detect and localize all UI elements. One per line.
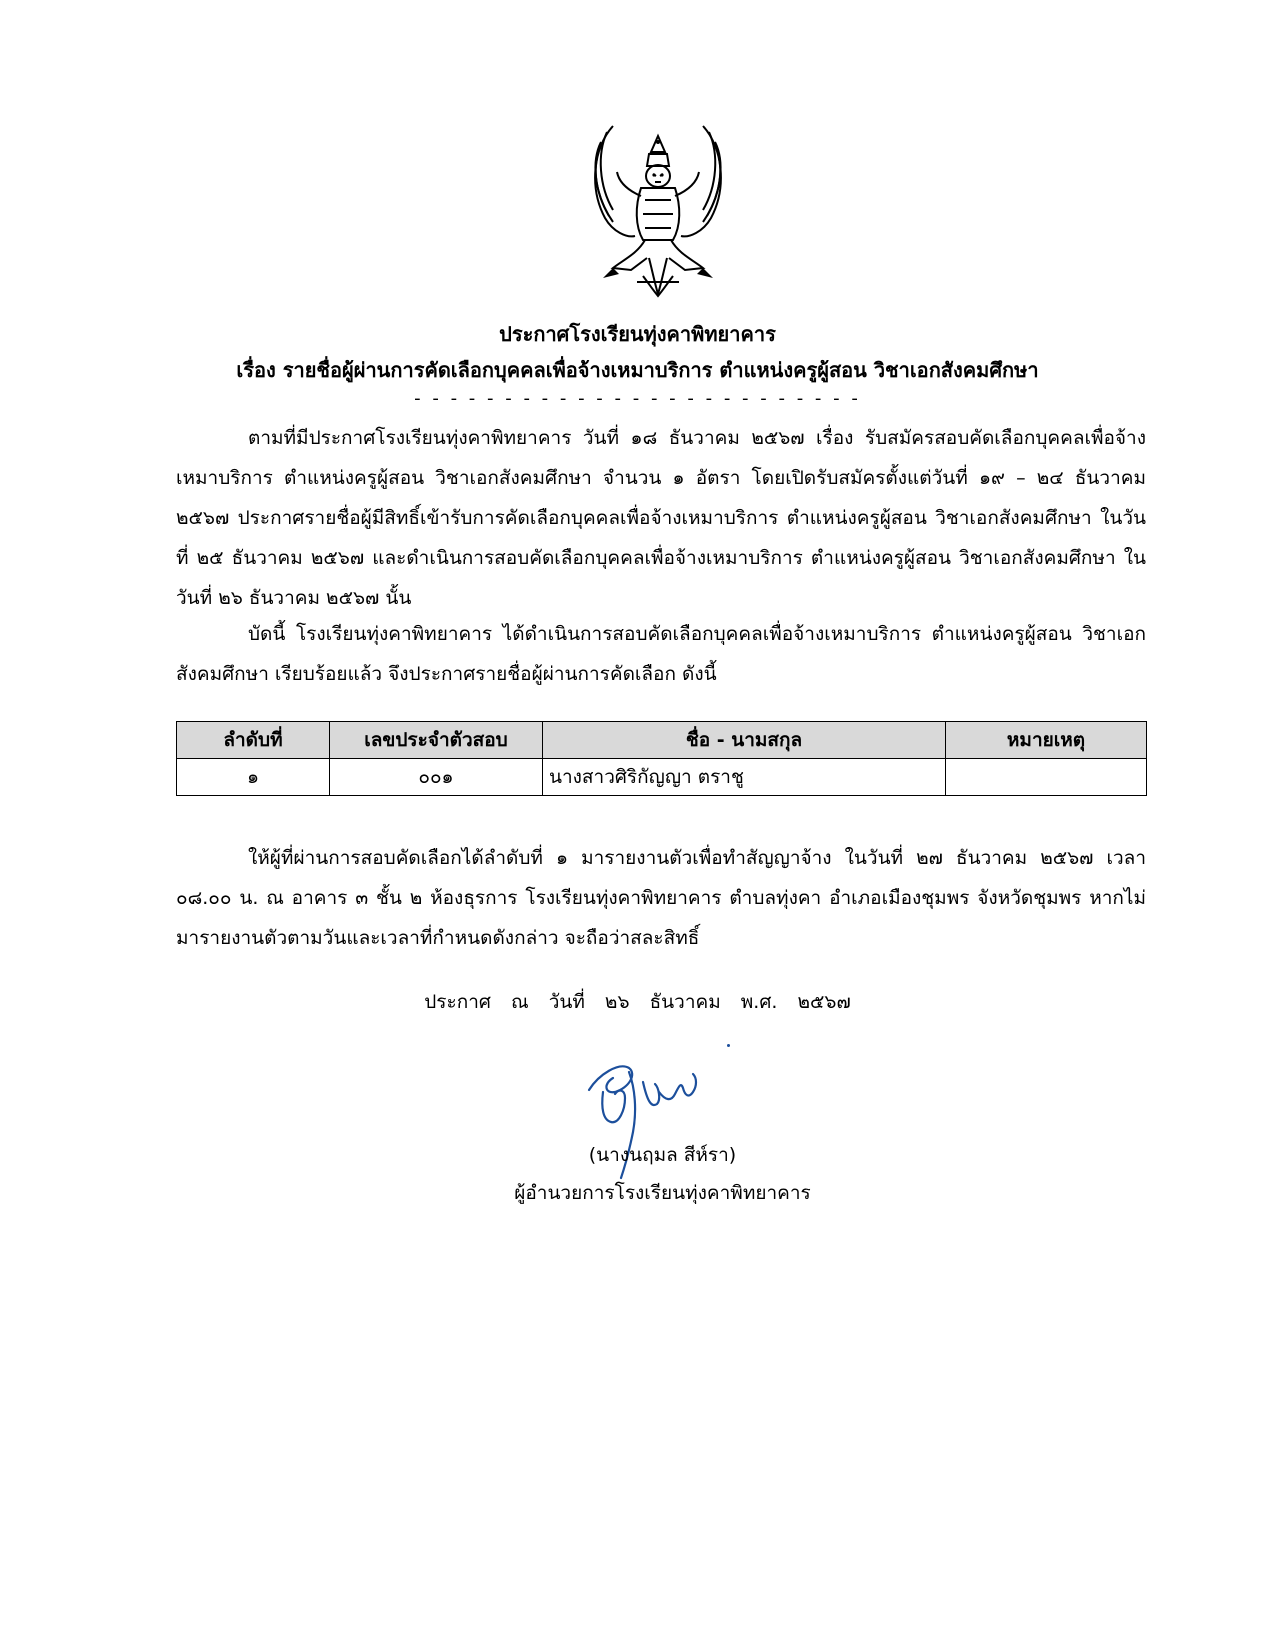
title-divider: - - - - - - - - - - - - - - - - - - - - - - - - - bbox=[414, 388, 861, 409]
cell-exam-id: ๐๐๑ bbox=[330, 759, 543, 796]
header-remark: หมายเหตุ bbox=[946, 722, 1147, 759]
signature-dot bbox=[727, 1044, 730, 1047]
header-full-name: ชื่อ - นามสกุล bbox=[543, 722, 946, 759]
table-row bbox=[177, 759, 1147, 796]
date-month: ธันวาคม bbox=[649, 991, 721, 1013]
header-order: ลำดับที่ bbox=[177, 722, 330, 759]
report-paragraph: ให้ผู้ที่ผ่านการสอบคัดเลือกได้ลำดับที่ ๑ มารายงานตัวเพื่อทำสัญญาจ้าง ในวันที่ ๒๗ ธันวาคม ๒๕๖๗ เวลา ๐๘.๐๐ น. ณ อาคาร ๓ ชั้น ๒ ห้องธุรการ โรงเรียนทุ่งคาพิทยาคาร ตำบลทุ่งคา อำเภอเมืองชุมพร จังหวัดชุมพร หากไม่มารายงานตัวตามวันและเวลาที่กำหนดดังกล่าว จะถือว่าสละสิทธิ์ bbox=[176, 847, 1146, 949]
announcement-date bbox=[0, 987, 1275, 1017]
signer-name: (นางนฤมล สีห์รา) bbox=[588, 1144, 737, 1166]
header-exam-id: เลขประจำตัวสอบ bbox=[330, 722, 543, 759]
announcement-subject: เรื่อง รายชื่อผู้ผ่านการคัดเลือกบุคคลเพื่อจ้างเหมาบริการ ตำแหน่งครูผู้สอน วิชาเอกสังคมศึกษา bbox=[236, 358, 1039, 382]
date-year: ๒๕๖๗ bbox=[797, 991, 851, 1013]
date-era: พ.ศ. bbox=[740, 991, 778, 1013]
result-paragraph: บัดนี้ โรงเรียนทุ่งคาพิทยาคาร ได้ดำเนินการสอบคัดเลือกบุคคลเพื่อจ้างเหมาบริการ ตำแหน่งครูผู้สอน วิชาเอกสังคมศึกษา เรียบร้อยแล้ว จึงประกาศรายชื่อผู้ผ่านการคัดเลือก ดังนี้ bbox=[176, 623, 1146, 685]
date-word-announce: ประกาศ bbox=[424, 991, 491, 1013]
intro-paragraph: ตามที่มีประกาศโรงเรียนทุ่งคาพิทยาคาร วันที่ ๑๘ ธันวาคม ๒๕๖๗ เรื่อง รับสมัครสอบคัดเลือกบุคคลเพื่อจ้างเหมาบริการ ตำแหน่งครูผู้สอน วิชาเอกสังคมศึกษา จำนวน ๑ อัตรา โดยเปิดรับสมัครตั้งแต่วันที่ ๑๙ – ๒๔ ธันวาคม ๒๕๖๗ ประกาศรายชื่อผู้มีสิทธิ์เข้ารับการคัดเลือกบุคคลเพื่อจ้างเหมาบริการ ตำแหน่งครูผู้สอน วิชาเอกสังคมศึกษา ในวันที่ ๒๕ ธันวาคม ๒๕๖๗ และดำเนินการสอบคัดเลือกบุคคลเพื่อจ้างเหมาบริการ ตำแหน่งครูผู้สอน วิชาเอกสังคมศึกษา ในวันที่ ๒๖ ธันวาคม ๒๕๖๗ นั้น bbox=[176, 427, 1146, 609]
date-word-at: ณ bbox=[511, 991, 529, 1013]
table-header-row bbox=[177, 722, 1147, 759]
cell-full-name: นางสาวศิริกัญญา ตราชู bbox=[543, 759, 946, 796]
cell-order: ๑ bbox=[177, 759, 330, 796]
results-table bbox=[176, 721, 1147, 796]
cell-remark bbox=[946, 759, 1147, 796]
date-day: ๒๖ bbox=[604, 991, 630, 1013]
announcement-title: ประกาศโรงเรียนทุ่งคาพิทยาคาร bbox=[499, 322, 776, 346]
date-word-day: วันที่ bbox=[548, 991, 585, 1013]
signer-position: ผู้อำนวยการโรงเรียนทุ่งคาพิทยาคาร bbox=[514, 1182, 811, 1204]
garuda-emblem-icon bbox=[583, 118, 733, 304]
